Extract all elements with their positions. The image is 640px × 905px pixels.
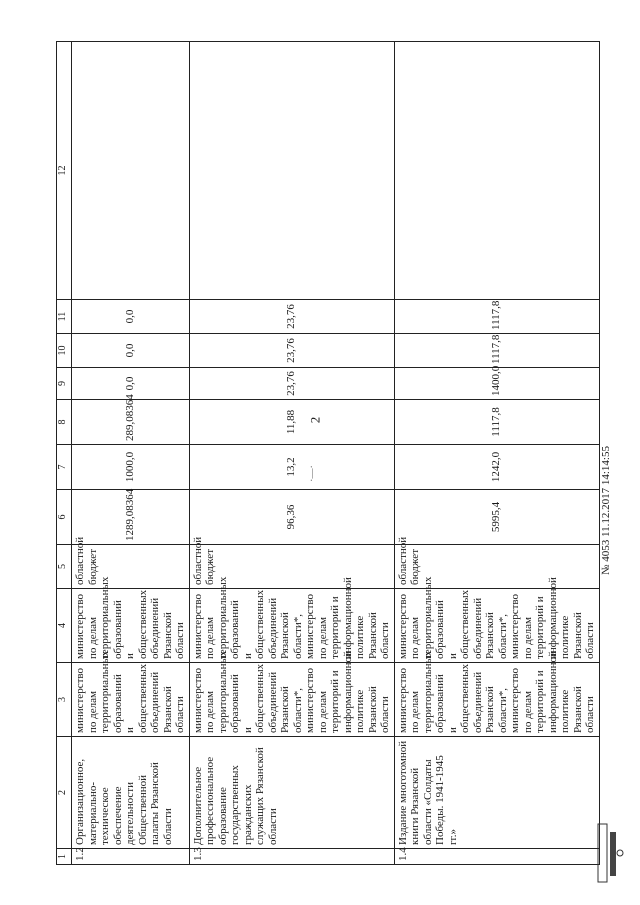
budget-table-sheet bbox=[56, 42, 596, 865]
col-header: 4 bbox=[57, 589, 72, 663]
year-value: 23,76 bbox=[189, 334, 394, 368]
col-header: 2 bbox=[57, 737, 72, 849]
col-header: 8 bbox=[57, 400, 72, 445]
year-value: 23,76 bbox=[189, 300, 394, 334]
year-value: 289,08364 bbox=[72, 400, 190, 445]
measure-name: Дополнительное профессиональное образование государственных гражданских служащих Рязанской области bbox=[189, 737, 394, 849]
col-header: 12 bbox=[57, 42, 72, 300]
responsible-executor: министерство по делам территориальных образований и общественных объединений Рязанской области*, министерство по делам территорий и информационной политике Рязанской области bbox=[394, 663, 599, 737]
year-value: 1117,8 bbox=[394, 334, 599, 368]
table-row bbox=[72, 42, 190, 865]
col12-cell bbox=[189, 42, 394, 300]
header-row bbox=[57, 42, 72, 865]
table-row bbox=[189, 42, 394, 865]
document-stamp: № 4053 11.12.2017 14:14:55 bbox=[600, 446, 612, 575]
budget-table bbox=[56, 41, 600, 865]
coexecutor: министерство по делам территориальных образований и общественных объединений Рязанской области*, министерство по делам территорий и информационной политике Рязанской области bbox=[394, 589, 599, 663]
coexecutor: министерство по делам территориальных образований и общественных объединений Рязанской области bbox=[72, 589, 190, 663]
funding-source: областной бюджет bbox=[394, 545, 599, 589]
row-number: 1.3 bbox=[189, 849, 394, 865]
responsible-executor: министерство по делам территориальных образований и общественных объединений Рязанской области*, министерство по делам территорий и информационной политике Рязанской области bbox=[189, 663, 394, 737]
registry-logo-icon bbox=[596, 822, 624, 884]
col-header: 5 bbox=[57, 545, 72, 589]
col-header: 11 bbox=[57, 300, 72, 334]
col-header: 10 bbox=[57, 334, 72, 368]
page-number: 2 bbox=[307, 416, 323, 424]
row-number: 1.4 bbox=[394, 849, 599, 865]
col-header: 7 bbox=[57, 445, 72, 490]
responsible-executor: министерство по делам территориальных образований и общественных объединений Рязанской области bbox=[72, 663, 190, 737]
year-value: 1242,0 bbox=[394, 445, 599, 490]
measure-name: Издание многотомной книги Рязанской области «Солдаты Победы. 1941-1945 гг.» bbox=[394, 737, 599, 849]
scan-mark: ·—· bbox=[306, 465, 318, 482]
total-value: 96,36 bbox=[189, 490, 394, 545]
total-value: 1289,08364 bbox=[72, 490, 190, 545]
year-value: 1117,8 bbox=[394, 300, 599, 334]
year-value: 13,2 bbox=[189, 445, 394, 490]
col12-cell bbox=[72, 42, 190, 300]
funding-source: областной бюджет bbox=[189, 545, 394, 589]
coexecutor: министерство по делам территориальных образований и общественных объединений Рязанской области*, министерство по делам территорий и информационной политике Рязанской области bbox=[189, 589, 394, 663]
year-value: 0,0 bbox=[72, 300, 190, 334]
year-value: 1117,8 bbox=[394, 400, 599, 445]
funding-source: областной бюджет bbox=[72, 545, 190, 589]
year-value: 1000,0 bbox=[72, 445, 190, 490]
year-value: 11,88 bbox=[189, 400, 394, 445]
year-value: 23,76 bbox=[189, 368, 394, 400]
table-row bbox=[394, 42, 599, 865]
row-number: 1.2 bbox=[72, 849, 190, 865]
year-value: 0,0 bbox=[72, 368, 190, 400]
col-header: 6 bbox=[57, 490, 72, 545]
col-header: 1 bbox=[57, 849, 72, 865]
col12-cell bbox=[394, 42, 599, 300]
col-header: 9 bbox=[57, 368, 72, 400]
year-value: 0,0 bbox=[72, 334, 190, 368]
measure-name: Организационное, материально-техническое обеспечение деятельности Общественной палаты Рязанской области bbox=[72, 737, 190, 849]
col-header: 3 bbox=[57, 663, 72, 737]
year-value: 1400,0 bbox=[394, 368, 599, 400]
total-value: 5995,4 bbox=[394, 490, 599, 545]
